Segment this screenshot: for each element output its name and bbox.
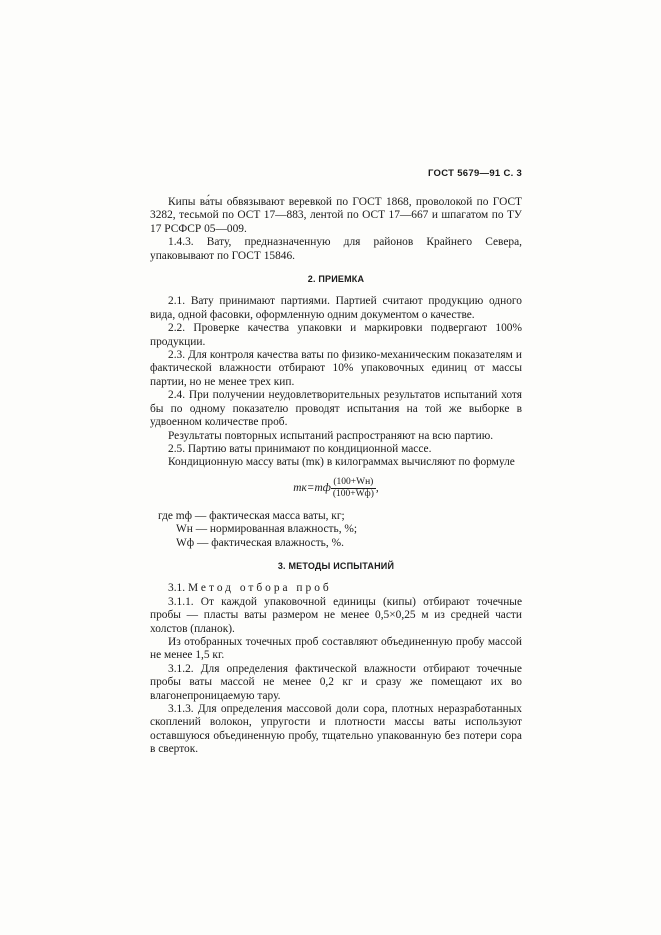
subsection-3-1-title: Метод отбора проб	[187, 582, 332, 595]
clause-2-2: 2.2. Проверке качества упаковки и маркировки подвергают 100% продукции.	[150, 322, 522, 348]
formula-lhs: mк=mф	[293, 481, 331, 494]
formula-numerator: (100+Wн)	[331, 477, 376, 489]
clause-3-1-3: 3.1.3. Для определения массовой доли сора, плотных неразработанных скоплений волокон, упругости и плотности массы ваты используют оставшуюся объединенную пробу, тщательно упакованную без потери сора в сверток.	[150, 703, 522, 756]
clause-3-1-1-combined: Из отобранных точечных проб составляют объединенную пробу массой не менее 1,5 кг.	[150, 635, 522, 662]
subsection-3-1	[150, 582, 522, 595]
clause-2-4-results: Результаты повторных испытаний распространяют на всю партию.	[168, 429, 494, 442]
intro-paragraph-1: Кипы ва́ты обвязывают веревкой по ГОСТ 1868, проволокой по ГОСТ 3282, тесьмой по ОСТ 17—883, лентой по ОСТ 17—667 и шпагатом по ТУ 17 РСФСР 05—009.	[150, 196, 522, 235]
formula-tail: ,	[375, 481, 379, 494]
clause-3-1-1: 3.1.1. От каждой упаковочной единицы (кипы) отбирают точечные пробы — пласты ваты размером не менее 0,5×0,25 м из средней части холстов (планок).	[150, 595, 522, 635]
formula-legend	[150, 510, 522, 550]
page-header: ГОСТ 5679—91 С. 3	[428, 168, 523, 179]
clause-2-5: 2.5. Партию ваты принимают по кондиционной массе.	[168, 442, 432, 455]
section-2-title: 2. ПРИЕМКА	[307, 274, 365, 285]
subsection-3-1-number: 3.1.	[168, 582, 186, 595]
clause-2-1: 2.1. Вату принимают партиями. Партией считают продукцию одного вида, одной фасовки, оформленную одним документом о качестве.	[150, 295, 522, 321]
formula-fraction	[331, 477, 376, 500]
intro-paragraph-2: 1.4.3. Вату, предназначенную для районов Крайнего Севера, упаковывают по ГОСТ 15846.	[150, 236, 522, 262]
clause-2-4: 2.4. При получении неудовлетворительных результатов испытаний хотя бы по одному показателю проводят испытания на той же выборке в удвоенном количестве проб.	[150, 389, 522, 429]
legend-line-2: Wн — нормированная влажность, %;	[176, 523, 358, 536]
section-3-title: 3. МЕТОДЫ ИСПЫТАНИЙ	[277, 560, 395, 571]
legend-line-1: где mф — фактическая масса ваты, кг;	[158, 509, 345, 522]
clause-3-1-2: 3.1.2. Для определения фактической влажности отбирают точечные пробы ваты массой не менее 0,2 кг и сразу же помещают их во влагонепроницаемую тару.	[150, 662, 522, 702]
formula-intro: Кондиционную массу ваты (mк) в килограммах вычисляют по формуле	[168, 456, 515, 469]
page-content	[150, 196, 522, 757]
legend-line-3: Wф — фактическая влажность, %.	[176, 536, 344, 549]
formula-denominator: (100+Wф)	[332, 488, 374, 499]
conditioned-mass-formula	[150, 477, 522, 500]
clause-2-3: 2.3. Для контроля качества ваты по физико-механическим показателям и фактической влажности отбирают 10% упаковочных единиц от массы партии, но не менее трех кип.	[150, 349, 522, 388]
